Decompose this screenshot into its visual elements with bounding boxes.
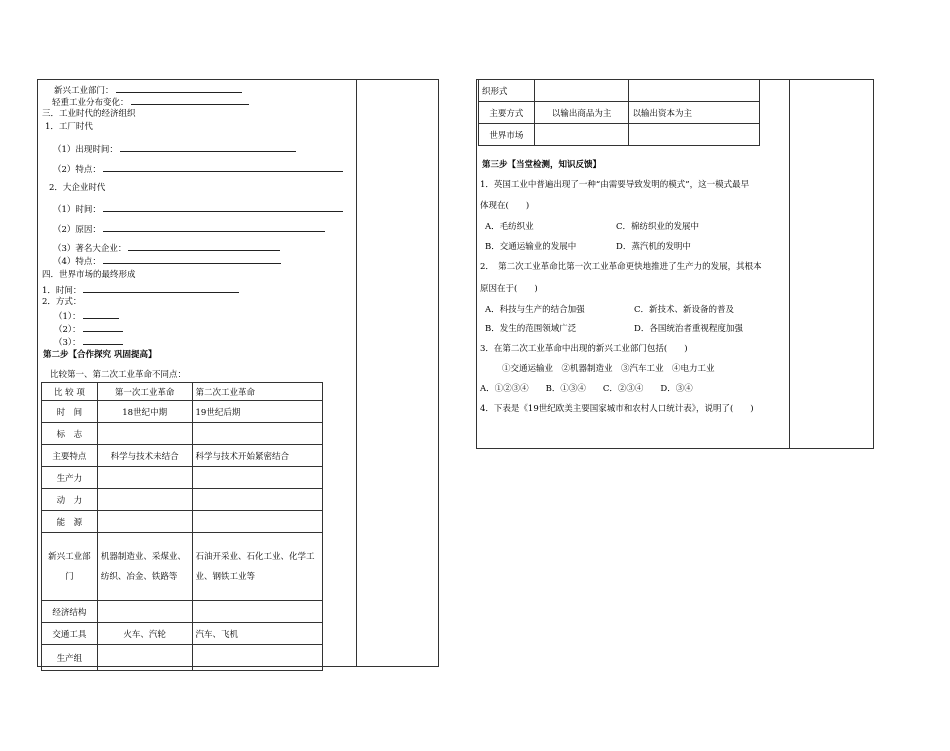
sub2-q2-label: （2）原因：	[53, 225, 101, 235]
table-row	[42, 601, 323, 623]
sub1-q1-label: （1）出现时间：	[53, 145, 118, 155]
table-cell: 以输出商品为主	[534, 102, 629, 124]
table-cell[interactable]	[97, 511, 192, 533]
blank[interactable]	[131, 96, 249, 105]
header-cell: 第二次工业革命	[192, 383, 323, 401]
table-cell[interactable]	[97, 645, 192, 671]
q3-items: ①交通运输业 ②机器制造业 ③汽车工业 ④电力工业	[502, 364, 715, 374]
blank[interactable]	[83, 310, 119, 319]
table-cell: 19世纪后期	[192, 401, 323, 423]
table-row	[479, 124, 760, 146]
table-cell: 汽车、飞机	[192, 623, 323, 645]
table-cell[interactable]	[192, 511, 323, 533]
table-row	[479, 80, 760, 102]
table-row	[42, 445, 323, 467]
table-cell[interactable]	[534, 80, 629, 102]
table-cell[interactable]	[97, 601, 192, 623]
s4-time-label: 1．时间：	[42, 286, 82, 296]
compare-intro: 比较第一、第二次工业革命不同点：	[50, 370, 187, 380]
sub2-q4	[53, 255, 281, 268]
blank[interactable]	[128, 242, 280, 251]
sub2-title: 2．大企业时代	[49, 183, 106, 193]
table-cell: 科学与技术未结合	[97, 445, 192, 467]
comparison-table	[41, 382, 323, 671]
sub2-q4-label: （4）特点：	[53, 257, 101, 267]
blank[interactable]	[116, 84, 242, 93]
left-panel-divider	[356, 79, 357, 667]
table-row	[479, 102, 760, 124]
blank[interactable]	[120, 143, 296, 152]
table-row	[42, 645, 323, 671]
line-light-heavy-label: 轻重工业分布变化：	[52, 98, 129, 108]
table-header-row	[42, 383, 323, 401]
table-cell[interactable]	[192, 601, 323, 623]
table-cell[interactable]	[192, 423, 323, 445]
row-label: 标 志	[42, 423, 98, 445]
q1-option-a[interactable]: A．毛纺织业	[485, 222, 534, 232]
question-3: 3．在第二次工业革命中出现的新兴工业部门包括( )	[480, 344, 688, 354]
blank[interactable]	[103, 255, 281, 264]
table-cell[interactable]	[534, 124, 629, 146]
table-cell[interactable]	[192, 489, 323, 511]
step2-title: 第二步【合作探究 巩固提高】	[43, 350, 157, 360]
row-label: 动 力	[42, 489, 98, 511]
s4-time	[42, 284, 239, 297]
q1-option-b[interactable]: B．交通运输业的发展中	[485, 242, 577, 252]
table-cell[interactable]	[97, 467, 192, 489]
sub2-q3	[53, 242, 280, 255]
s4-method: 2．方式：	[42, 297, 82, 307]
line-light-heavy	[52, 96, 249, 109]
row-label: 世界市场	[479, 124, 535, 146]
sub2-q1-label: （1）时间：	[53, 205, 101, 215]
blank[interactable]	[103, 203, 343, 212]
row-label: 织形式	[479, 80, 535, 102]
table-row	[42, 401, 323, 423]
blank[interactable]	[103, 223, 325, 232]
blank[interactable]	[83, 336, 123, 345]
table-row	[42, 511, 323, 533]
table-row	[42, 423, 323, 445]
question-1-line2: 体现在( )	[480, 201, 530, 211]
question-4: 4．下表是《19世纪欧美主要国家城市和农村人口统计表》，说明了( )	[480, 404, 754, 414]
q2-option-c[interactable]: C．新技术、新设备的普及	[634, 305, 735, 315]
row-label: 生产组	[42, 645, 98, 671]
sub1-q1	[53, 143, 296, 156]
sub2-q2	[53, 223, 325, 236]
table-cell[interactable]	[97, 489, 192, 511]
blank[interactable]	[103, 163, 343, 172]
step3-title: 第三步【当堂检测，知识反馈】	[482, 160, 602, 170]
table-cell[interactable]	[629, 80, 760, 102]
header-cell: 第一次工业革命	[97, 383, 192, 401]
q1-option-d[interactable]: D．蒸汽机的发明中	[616, 242, 691, 252]
q1-option-c[interactable]: C．棉纺织业的发展中	[616, 222, 700, 232]
q3-options[interactable]: A．①②③④ B．①③④ C．②③④ D．③④	[480, 384, 693, 394]
line-new-industry-label: 新兴工业部门：	[54, 86, 114, 96]
q2-option-d[interactable]: D．各国统治者重视程度加强	[634, 324, 743, 334]
table-cell: 以输出资本为主	[629, 102, 760, 124]
method-3	[54, 336, 123, 349]
table-row	[42, 467, 323, 489]
section3-title: 三．工业时代的经济组织	[42, 109, 136, 119]
method-1	[54, 310, 119, 323]
section4-title: 四．世界市场的最终形成	[42, 270, 136, 280]
table-cell: 石油开采业、石化工业、化学工业、钢铁工业等	[192, 533, 323, 601]
row-label: 交通工具	[42, 623, 98, 645]
method-3-label: （3）：	[54, 338, 81, 348]
table-row	[42, 623, 323, 645]
row-label: 能 源	[42, 511, 98, 533]
table-cell[interactable]	[629, 124, 760, 146]
table-row	[42, 489, 323, 511]
table-row	[42, 533, 323, 601]
row-label: 新兴工业部门	[42, 533, 98, 601]
blank[interactable]	[83, 284, 239, 293]
table-cell: 机器制造业、采煤业、纺织、冶金、铁路等	[97, 533, 192, 601]
row-label: 时 间	[42, 401, 98, 423]
comparison-table-continued	[478, 79, 760, 146]
sub1-q2	[53, 163, 343, 176]
table-cell[interactable]	[97, 423, 192, 445]
right-panel-divider	[789, 79, 790, 449]
method-1-label: （1）：	[54, 312, 81, 322]
method-2-label: （2）：	[54, 325, 81, 335]
q2-option-a[interactable]: A．科技与生产的结合加强	[485, 305, 585, 315]
row-label: 生产力	[42, 467, 98, 489]
header-cell: 比 较 项	[42, 383, 98, 401]
sub2-q1	[53, 203, 343, 216]
method-2	[54, 323, 123, 336]
table-cell: 科学与技术开始紧密结合	[192, 445, 323, 467]
row-label: 主要方式	[479, 102, 535, 124]
row-label: 主要特点	[42, 445, 98, 467]
sub1-title: 1．工厂时代	[45, 122, 93, 132]
question-2-line2: 原因在于( )	[480, 284, 538, 294]
question-1-line1: 1．英国工业中普遍出现了一种“由需要导致发明的模式”，这一模式最早	[480, 180, 750, 190]
sub1-q2-label: （2）特点：	[53, 165, 101, 175]
table-cell[interactable]	[192, 645, 323, 671]
q2-option-b[interactable]: B．发生的范围领域广泛	[485, 324, 577, 334]
table-cell: 火车、汽轮	[97, 623, 192, 645]
table-cell[interactable]	[192, 467, 323, 489]
row-label: 经济结构	[42, 601, 98, 623]
question-2-line1: 2． 第二次工业革命比第一次工业革命更快地推进了生产力的发展，其根本	[480, 262, 762, 272]
table-cell: 18世纪中期	[97, 401, 192, 423]
blank[interactable]	[83, 323, 123, 332]
sub2-q3-label: （3）著名大企业：	[53, 244, 127, 254]
